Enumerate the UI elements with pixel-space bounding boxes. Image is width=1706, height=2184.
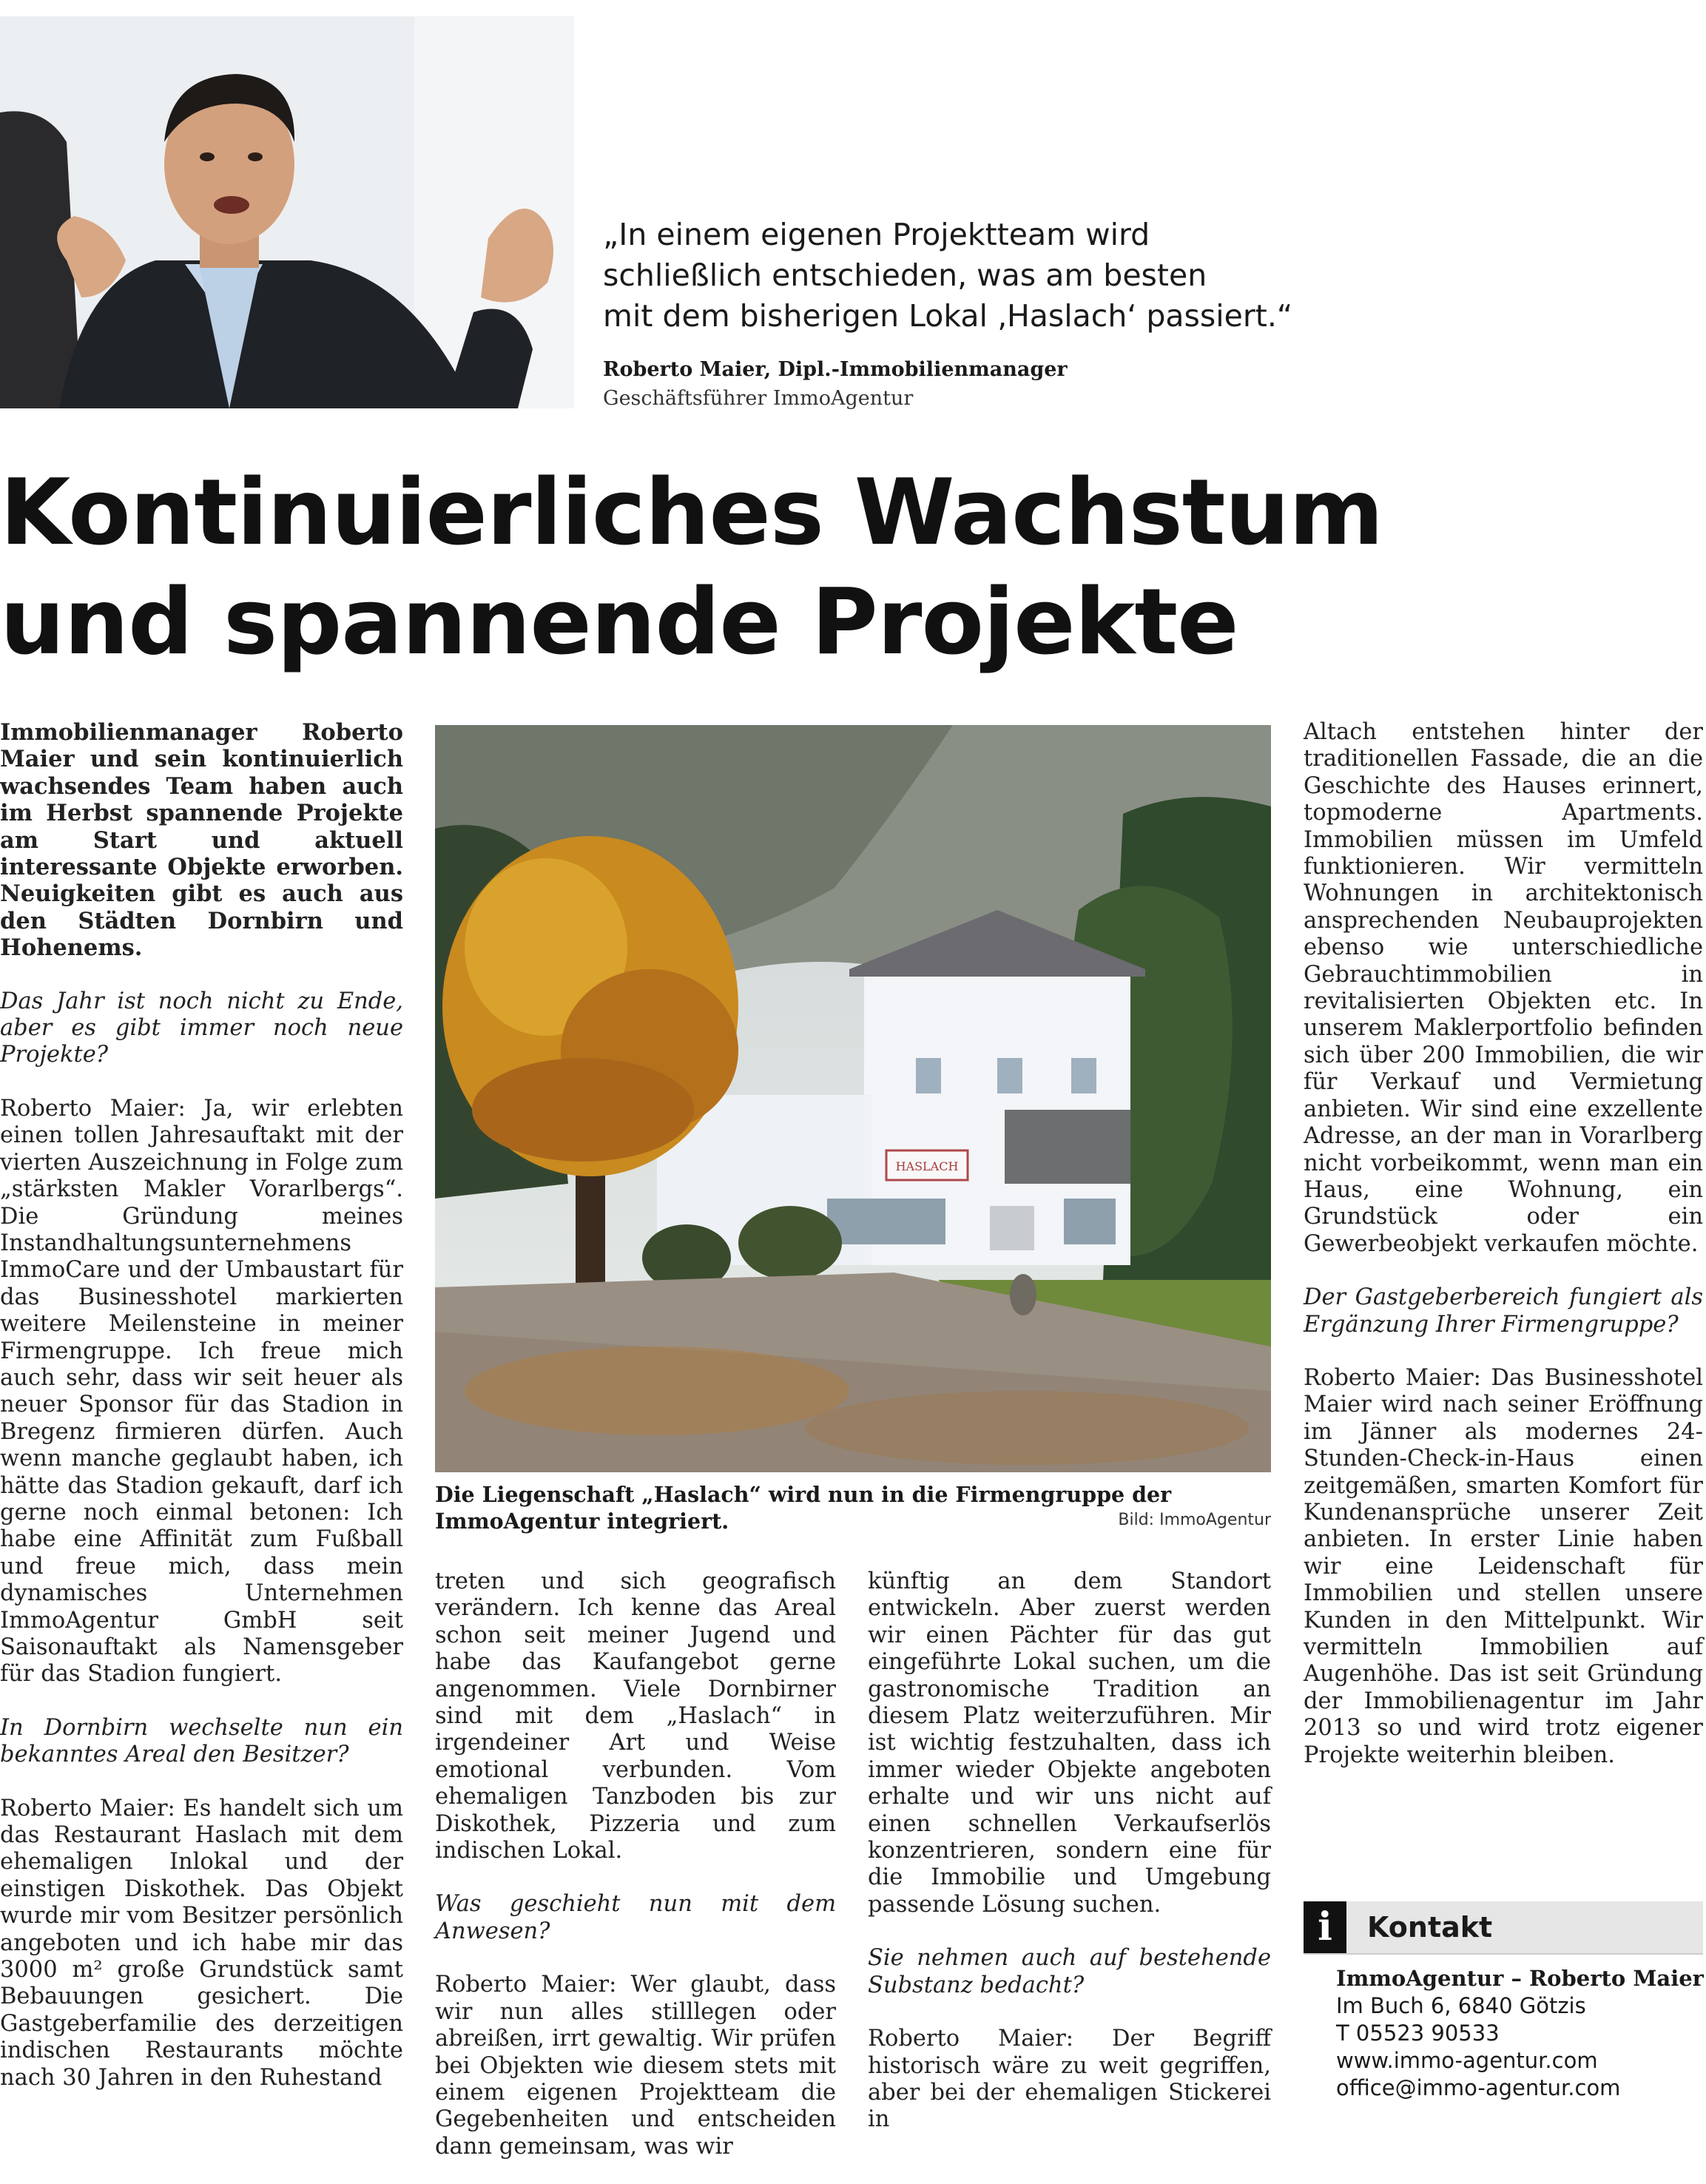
- interview-answer: treten und sich geografisch verändern. Ich kenne das Areal schon seit meiner Jugend und habe das Kaufangebot gerne angenommen. Viele Dornbirner sind mit dem „Haslach“ in irgendeiner Art und Weise emotional verbunden. Vom ehemaligen Tanzboden bis zur Diskothek, Pizzeria und zum indischen Lokal.: [435, 1568, 836, 1864]
- haslach-photo: [435, 725, 1271, 1472]
- headline: [0, 459, 1702, 678]
- interview-question: Sie nehmen auch auf bestehende Substanz bedacht?: [868, 1945, 1271, 1998]
- interview-question: Was geschieht nun mit dem Anwesen?: [435, 1891, 836, 1944]
- article-column-2: [435, 1568, 836, 2160]
- interview-answer: Roberto Maier: Das Businesshotel Maier wird nach seiner Eröffnung im Jänner als modernes 24-Stunden-Check-in-Haus einen zeitgemäßen, smarten Komfort für Kundenansprüche unserer Zeit anbieten. In erster Linie haben wir eine Leidenschaft für Immobilien und stellen unsere Kunden in den Mittelpunkt. Wir vermitteln Immobilien auf Augenhöhe. Das ist seit Gründung der Immobilienagentur im Jahr 2013 so und wird trotz eigener Projekte weiterhin bleiben.: [1304, 1364, 1703, 1768]
- haslach-illustration: [435, 725, 1271, 1472]
- portrait-illustration: [0, 16, 574, 408]
- contact-title: Kontakt: [1367, 1911, 1493, 1944]
- photo-credit: Bild: ImmoAgentur: [1118, 1511, 1271, 1529]
- contact-name: ImmoAgentur – Roberto Maier: [1336, 1966, 1704, 1991]
- portrait-photo: [0, 16, 574, 408]
- interview-answer: Roberto Maier: Es handelt sich um das Restaurant Haslach mit dem ehemaligen Inlokal und der einstigen Diskothek. Das Objekt wurde mir vom Besitzer persönlich angeboten und ich habe mir das 3000 m² große Grundstück samt Bebauungen gesichert. Die Gastgeberfamilie des derzeitigen indischen Restaurants möchte nach 30 Jahren in den Ruhestand: [0, 1795, 403, 2091]
- article-column-3: [868, 1568, 1271, 2134]
- photo-caption: Die Liegenschaft „Haslach“ wird nun in die Firmengruppe der ImmoAgentur integriert.: [435, 1482, 1172, 1534]
- interview-answer: Roberto Maier: Wer glaubt, dass wir nun alles stilllegen oder abreißen, irrt gewaltig. Wir prüfen bei Objekten wie diesem stets mit einem eigenen Projektteam die Gegebenheiten und entscheiden dann gemeinsam, was wir: [435, 1972, 836, 2160]
- contact-divider: [1304, 1953, 1703, 1955]
- interview-answer: Altach entstehen hinter der traditionellen Fassade, die an die Geschichte des Hauses erinnert, topmoderne Apartments. Immobilien müssen im Umfeld funktionieren. Wir vermitteln Wohnungen in architektonisch ansprechenden Neubauprojekten ebenso wie unterschiedliche Gebrauchtimmobilien in revitalisierten Objekten etc. In unserem Maklerportfolio befinden sich über 200 Immobilien, die wir für Verkauf und Vermietung anbieten. Wir sind eine exzellente Adresse, an der man in Vorarlberg nicht vorbeikommt, wenn man ein Haus, eine Wohnung, ein Grundstück oder ein Gewerbeobjekt verkaufen möchte.: [1304, 719, 1703, 1257]
- article-column-1: [0, 719, 403, 2092]
- article-column-4: [1304, 719, 1703, 1769]
- contact-address: Im Buch 6, 6840 Götzis: [1336, 1993, 1586, 2018]
- interview-question: Das Jahr ist noch nicht zu Ende, aber es gibt immer noch neue Projekte?: [0, 988, 403, 1068]
- interview-question: Der Gastgeberbereich fungiert als Ergänzung Ihrer Firmengruppe?: [1304, 1284, 1703, 1338]
- quote-line: „In einem eigenen Projektteam wird: [603, 217, 1150, 252]
- quote-line: mit dem bisherigen Lokal ‚Haslach‘ passiert.“: [603, 298, 1293, 334]
- contact-phone: T 05523 90533: [1336, 2020, 1500, 2046]
- contact-box-header: [1304, 1901, 1703, 1953]
- contact-website: www.immo-agentur.com: [1336, 2048, 1598, 2073]
- contact-email: office@immo-agentur.com: [1336, 2075, 1621, 2100]
- pull-quote: [603, 215, 1454, 337]
- lead-paragraph: Immobilienmanager Roberto Maier und sein kontinuierlich wachsendes Team haben auch im Herbst spannende Projekte am Start und aktuell interessante Objekte erworben. Neuigkeiten gibt es auch aus den Städten Dornbirn und Hohenems.: [0, 719, 403, 962]
- interview-answer: Roberto Maier: Ja, wir erlebten einen tollen Jahresauftakt mit der vierten Auszeichnung in Folge zum „stärksten Makler Vorarlbergs“. Die Gründung meines Instandhaltungsunternehmens ImmoCare und der Umbaustart für das Businesshotel markierten weitere Meilensteine in meiner Firmengruppe. Ich freue mich auch sehr, dass wir seit heuer als neuer Sponsor für das Stadion in Bregenz firmieren dürfen. Auch wenn manche geglaubt haben, ich hätte das Stadion gekauft, darf ich gerne noch einmal betonen: Ich habe eine Affinität zum Fußball und freue mich, dass mein dynamisches Unternehmen ImmoAgentur GmbH seit Saisonauftakt als Namensgeber für das Stadion fungiert.: [0, 1095, 403, 1688]
- interview-answer: künftig an dem Standort entwickeln. Aber zuerst werden wir einen Pächter für das gut eingeführte Lokal suchen, um die gastronomische Tradition an diesem Platz weiterzuführen. Mir ist wichtig festzuhalten, dass ich immer wieder Objekte angeboten erhalte und wir uns nicht auf einen schnellen Verkaufserlös konzentrieren, sondern eine für die Immobilie und Umgebung passende Lösung suchen.: [868, 1568, 1271, 1918]
- headline-line: und spannende Projekte: [0, 570, 1238, 675]
- interview-question: In Dornbirn wechselte nun ein bekanntes Areal den Besitzer?: [0, 1714, 403, 1768]
- interview-answer: Roberto Maier: Der Begriff historisch wäre zu weit gegriffen, aber bei der ehemaligen Stickerei in: [868, 2026, 1271, 2133]
- quote-line: schließlich entschieden, was am besten: [603, 257, 1207, 293]
- headline-line: Kontinuierliches Wachstum: [0, 460, 1383, 566]
- quote-author: Roberto Maier, Dipl.-Immobilienmanager: [603, 358, 1068, 381]
- info-icon: i: [1304, 1901, 1346, 1953]
- haslach-sign-text: HASLACH: [895, 1159, 959, 1173]
- quote-role: Geschäftsführer ImmoAgentur: [603, 387, 914, 410]
